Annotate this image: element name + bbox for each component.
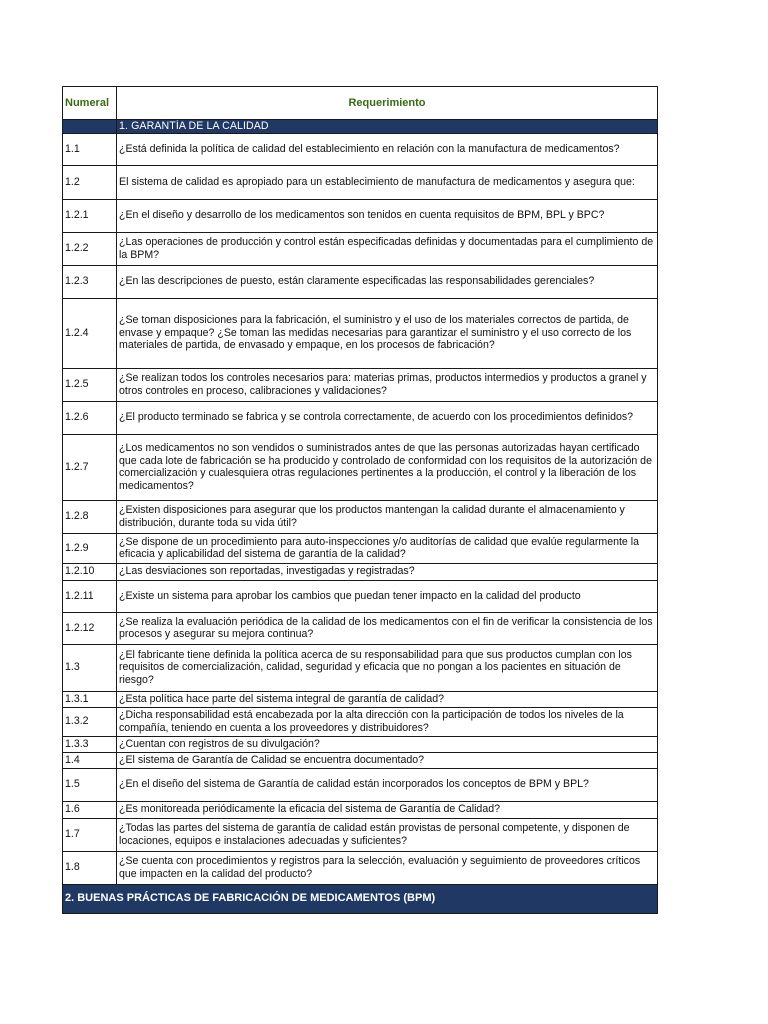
table-row bbox=[63, 368, 658, 401]
header-numeral: Numeral bbox=[63, 87, 117, 120]
table-row bbox=[63, 851, 658, 884]
row-numeral: 1.3.1 bbox=[63, 691, 117, 707]
section-1-title: 1. GARANTÍA DE LA CALIDAD bbox=[117, 120, 658, 134]
row-numeral: 1.2.1 bbox=[63, 199, 117, 232]
row-numeral: 1.2.10 bbox=[63, 563, 117, 580]
table-row bbox=[63, 707, 658, 736]
requirements-table bbox=[62, 86, 658, 914]
row-numeral: 1.2.2 bbox=[63, 232, 117, 265]
row-requirement: ¿Se realiza la evaluación periódica de la calidad de los medicamentos con el fin de verificar la consistencia de los procesos y asegurar su mejora continua? bbox=[117, 612, 658, 644]
row-numeral: 1.5 bbox=[63, 768, 117, 801]
table-row bbox=[63, 232, 658, 265]
table-row bbox=[63, 768, 658, 801]
section-1-numeral bbox=[63, 120, 117, 134]
row-requirement: ¿Es monitoreada periódicamente la eficacia del sistema de Garantía de Calidad? bbox=[117, 801, 658, 818]
row-requirement: ¿Dicha responsabilidad está encabezada por la alta dirección con la participación de todos los niveles de la compañía, teniendo en cuenta a los proveedores y distribuidores? bbox=[117, 707, 658, 736]
row-requirement: ¿Los medicamentos no son vendidos o suministrados antes de que las personas autorizadas hayan certificado que cada lote de fabricación se ha producido y controlado de conformidad con los requisitos de la autorización de comercialización y cualesquiera otras regulaciones pertinentes a la producción, el control y la liberación de los medicamentos? bbox=[117, 434, 658, 500]
table-row bbox=[63, 691, 658, 707]
table-row bbox=[63, 165, 658, 199]
table-row bbox=[63, 298, 658, 368]
row-requirement: ¿Se cuenta con procedimientos y registros para la selección, evaluación y seguimiento de proveedores críticos que impacten en la calidad del producto? bbox=[117, 851, 658, 884]
row-requirement: ¿El producto terminado se fabrica y se controla correctamente, de acuerdo con los procedimientos definidos? bbox=[117, 401, 658, 434]
table-row bbox=[63, 736, 658, 752]
row-requirement: ¿Las operaciones de producción y control están especificadas definidas y documentadas para el cumplimiento de la BPM? bbox=[117, 232, 658, 265]
row-requirement: ¿Todas las partes del sistema de garantía de calidad están provistas de personal competente, y disponen de locaciones, equipos e instalaciones adecuadas y suficientes? bbox=[117, 818, 658, 851]
row-requirement: ¿El fabricante tiene definida la política acerca de su responsabilidad para que sus productos cumplan con los requisitos de comercialización, calidad, seguridad y eficacia que no pongan a los pacientes en situación de riesgo? bbox=[117, 644, 658, 691]
section-2-title: 2. BUENAS PRÁCTICAS DE FABRICACIÓN DE MEDICAMENTOS (BPM) bbox=[63, 884, 658, 913]
row-requirement: ¿Las desviaciones son reportadas, investigadas y registradas? bbox=[117, 563, 658, 580]
table-row bbox=[63, 133, 658, 165]
table-row bbox=[63, 818, 658, 851]
row-requirement: ¿En las descripciones de puesto, están claramente especificadas las responsabilidades gerenciales? bbox=[117, 265, 658, 298]
row-numeral: 1.2.5 bbox=[63, 368, 117, 401]
row-numeral: 1.2.9 bbox=[63, 533, 117, 563]
table-row bbox=[63, 434, 658, 500]
row-numeral: 1.7 bbox=[63, 818, 117, 851]
table-row bbox=[63, 500, 658, 533]
table-row bbox=[63, 563, 658, 580]
table-row bbox=[63, 199, 658, 232]
row-numeral: 1.3.2 bbox=[63, 707, 117, 736]
row-requirement: ¿El sistema de Garantía de Calidad se encuentra documentado? bbox=[117, 752, 658, 768]
row-requirement: El sistema de calidad es apropiado para un establecimiento de manufactura de medicamentos y asegura que: bbox=[117, 165, 658, 199]
row-requirement: ¿Está definida la política de calidad del establecimiento en relación con la manufactura de medicamentos? bbox=[117, 133, 658, 165]
header-row bbox=[63, 87, 658, 120]
table-row bbox=[63, 612, 658, 644]
table-row bbox=[63, 644, 658, 691]
row-numeral: 1.2 bbox=[63, 165, 117, 199]
row-numeral: 1.2.6 bbox=[63, 401, 117, 434]
table-row bbox=[63, 401, 658, 434]
row-numeral: 1.3.3 bbox=[63, 736, 117, 752]
row-requirement: ¿En el diseño y desarrollo de los medicamentos son tenidos en cuenta requisitos de BPM, BPL y BPC? bbox=[117, 199, 658, 232]
row-requirement: ¿Cuentan con registros de su divulgación? bbox=[117, 736, 658, 752]
row-numeral: 1.4 bbox=[63, 752, 117, 768]
row-requirement: ¿Se toman disposiciones para la fabricación, el suministro y el uso de los materiales correctos de partida, de envase y empaque? ¿Se toman las medidas necesarias para garantizar el suministro y el uso correcto de los materiales de partida, de envasado y empaque, en los procesos de fabricación? bbox=[117, 298, 658, 368]
row-numeral: 1.2.3 bbox=[63, 265, 117, 298]
row-numeral: 1.1 bbox=[63, 133, 117, 165]
row-numeral: 1.3 bbox=[63, 644, 117, 691]
table-row bbox=[63, 801, 658, 818]
row-requirement: ¿En el diseño del sistema de Garantía de calidad están incorporados los conceptos de BPM y BPL? bbox=[117, 768, 658, 801]
table-row bbox=[63, 265, 658, 298]
row-numeral: 1.2.7 bbox=[63, 434, 117, 500]
section-1-row bbox=[63, 120, 658, 134]
row-numeral: 1.2.4 bbox=[63, 298, 117, 368]
row-numeral: 1.8 bbox=[63, 851, 117, 884]
row-requirement: ¿Existen disposiciones para asegurar que los productos mantengan la calidad durante el almacenamiento y distribución, durante toda su vida útil? bbox=[117, 500, 658, 533]
table-row bbox=[63, 533, 658, 563]
row-numeral: 1.2.11 bbox=[63, 580, 117, 612]
row-requirement: ¿Esta política hace parte del sistema integral de garantía de calidad? bbox=[117, 691, 658, 707]
row-numeral: 1.2.8 bbox=[63, 500, 117, 533]
row-numeral: 1.6 bbox=[63, 801, 117, 818]
section-2-row bbox=[63, 884, 658, 913]
row-requirement: ¿Se realizan todos los controles necesarios para: materias primas, productos intermedios y productos a granel y otros controles en proceso, calibraciones y validaciones? bbox=[117, 368, 658, 401]
row-requirement: ¿Se dispone de un procedimiento para auto-inspecciones y/o auditorías de calidad que evalúe regularmente la eficacia y aplicabilidad del sistema de garantía de la calidad? bbox=[117, 533, 658, 563]
row-numeral: 1.2.12 bbox=[63, 612, 117, 644]
header-requerimiento: Requerimiento bbox=[117, 87, 658, 120]
table-row bbox=[63, 580, 658, 612]
table-row bbox=[63, 752, 658, 768]
row-requirement: ¿Existe un sistema para aprobar los cambios que puedan tener impacto en la calidad del producto bbox=[117, 580, 658, 612]
